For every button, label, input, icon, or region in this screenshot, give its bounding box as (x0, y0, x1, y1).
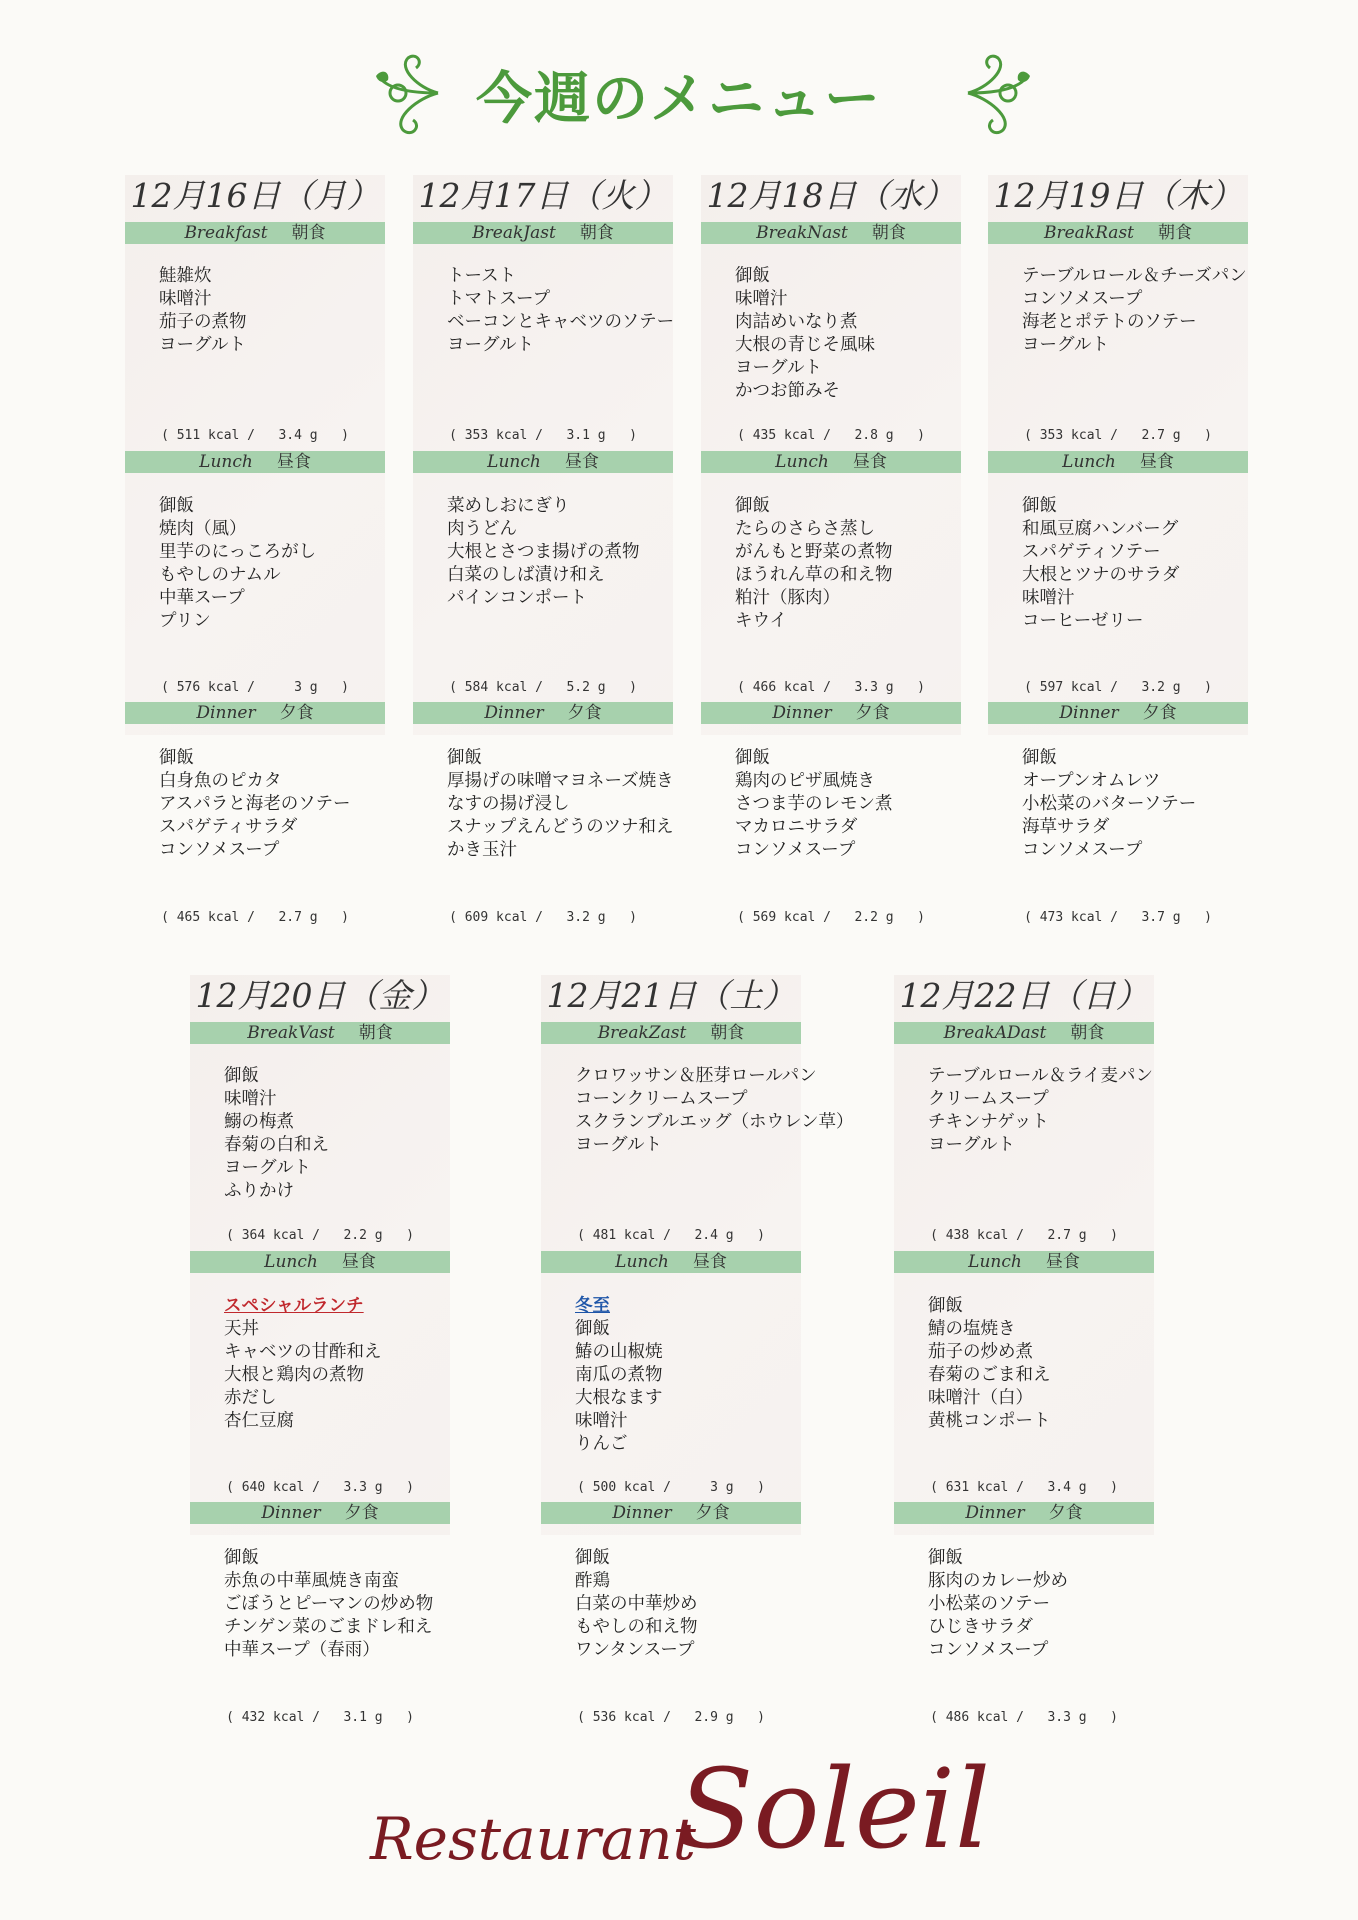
menu-item: 御飯 (735, 748, 770, 768)
lunch-nutrition: ( 640 kcal / 3.3 g ) (226, 1480, 414, 1495)
menu-item: 赤魚の中華風焼き南蛮 (224, 1571, 399, 1591)
lunch-label-ja: 昼食 (1139, 452, 1174, 472)
breakfast-nutrition: ( 481 kcal / 2.4 g ) (577, 1228, 765, 1243)
menu-item: 小松菜のソテー (928, 1594, 1051, 1614)
menu-item: 御飯 (159, 496, 194, 516)
menu-item: ヨーグルト (575, 1135, 662, 1155)
breakfast-header (541, 1022, 801, 1044)
special-menu-label: スペシャルランチ (224, 1296, 364, 1316)
lunch-nutrition: ( 584 kcal / 5.2 g ) (449, 680, 637, 695)
menu-item: もやしのナムル (159, 565, 281, 585)
menu-item: オープンオムレツ (1022, 771, 1161, 791)
lunch-label-ja: 昼食 (1045, 1252, 1080, 1272)
menu-item: 肉詰めいなり煮 (735, 312, 858, 332)
breakfast-label-en: BreakADast (943, 1023, 1047, 1043)
menu-item: 御飯 (575, 1319, 610, 1339)
dinner-menu-list (159, 747, 350, 862)
menu-item: 味噌汁 (159, 289, 212, 309)
menu-item: ごぼうとピーマンの炒め物 (224, 1594, 434, 1614)
breakfast-label-ja: 朝食 (1070, 1023, 1105, 1043)
breakfast-label-ja: 朝食 (1158, 223, 1192, 243)
dinner-menu-list (735, 747, 893, 862)
lunch-menu-list (735, 495, 893, 633)
dinner-label-en: Dinner (484, 703, 544, 723)
lunch-header (701, 451, 961, 473)
menu-item: 鶏肉のピザ風焼き (735, 771, 875, 791)
day-date: 12月19日（木） (993, 176, 1243, 215)
lunch-header (541, 1251, 801, 1273)
menu-item: スクランブルエッグ（ホウレン草） (575, 1112, 854, 1132)
lunch-label-en: Lunch (968, 1252, 1022, 1272)
menu-item: テーブルロール＆チーズパン (1022, 266, 1247, 286)
menu-item: 味噌汁（白） (928, 1388, 1033, 1408)
breakfast-nutrition: ( 364 kcal / 2.2 g ) (226, 1228, 414, 1243)
lunch-nutrition: ( 576 kcal / 3 g ) (161, 680, 349, 695)
lunch-header (125, 451, 385, 473)
menu-item: 大根とさつま揚げの煮物 (447, 542, 640, 562)
menu-item: コンソメスープ (1022, 840, 1143, 860)
lunch-label-ja: 昼食 (276, 452, 311, 472)
menu-item: 鮭雑炊 (159, 266, 212, 286)
day-card (988, 175, 1248, 925)
breakfast-label-ja: 朝食 (579, 223, 614, 243)
menu-item: コンソメスープ (735, 840, 856, 860)
lunch-nutrition: ( 500 kcal / 3 g ) (577, 1480, 765, 1495)
menu-item: チキンナゲット (928, 1112, 1049, 1132)
day-card (701, 175, 961, 925)
lunch-label-en: Lunch (615, 1252, 669, 1272)
menu-item: 南瓜の煮物 (575, 1365, 663, 1385)
menu-item: 味噌汁 (1022, 588, 1075, 608)
menu-item: 白身魚のピカタ (159, 771, 282, 791)
dinner-label-ja: 夕食 (855, 703, 890, 723)
dinner-header (125, 702, 385, 724)
menu-item: 菜めしおにぎり (447, 496, 570, 516)
dinner-label-ja: 夕食 (567, 703, 602, 723)
menu-item: 御飯 (447, 748, 482, 768)
lunch-label-ja: 昼食 (341, 1252, 376, 1272)
menu-item: トマトスープ (447, 289, 551, 309)
menu-item: かき玉汁 (447, 840, 517, 860)
lunch-menu-list (1022, 495, 1179, 633)
menu-item: 味噌汁 (735, 289, 788, 309)
day-card (413, 175, 675, 925)
dinner-label-ja: 夕食 (279, 703, 314, 723)
dinner-header (701, 702, 961, 724)
lunch-nutrition: ( 466 kcal / 3.3 g ) (737, 680, 925, 695)
breakfast-menu-list (447, 265, 674, 357)
dinner-menu-list (224, 1547, 433, 1662)
lunch-menu-list (159, 495, 316, 633)
dinner-label-en: Dinner (612, 1503, 672, 1523)
menu-item: 御飯 (928, 1296, 963, 1316)
lunch-label-en: Lunch (199, 452, 253, 472)
menu-item: スナップえんどうのツナ和え (447, 817, 674, 837)
menu-item: 御飯 (735, 266, 770, 286)
menu-item: クロワッサン＆胚芽ロールパン (575, 1066, 817, 1086)
dinner-header (413, 702, 673, 724)
breakfast-header (988, 222, 1248, 244)
dinner-label-ja: 夕食 (344, 1503, 379, 1523)
breakfast-label-ja: 朝食 (710, 1023, 745, 1043)
menu-item: 豚肉のカレー炒め (928, 1571, 1068, 1591)
breakfast-label-en: Breakfast (184, 223, 268, 243)
lunch-header (894, 1251, 1154, 1273)
menu-item: ヨーグルト (735, 358, 822, 378)
dinner-nutrition: ( 432 kcal / 3.1 g ) (226, 1710, 414, 1725)
dinner-label-en: Dinner (1059, 703, 1119, 723)
page-title: 今週のメニュー (476, 66, 882, 132)
menu-item: 黄桃コンポート (928, 1411, 1051, 1431)
menu-item: 焼肉（風） (159, 519, 247, 539)
breakfast-nutrition: ( 353 kcal / 2.7 g ) (1024, 428, 1212, 443)
menu-item: スパゲティソテー (1022, 542, 1161, 562)
menu-item: 茄子の煮物 (159, 312, 247, 332)
menu-item: 御飯 (1022, 496, 1057, 516)
menu-item: 御飯 (735, 496, 770, 516)
menu-item: 肉うどん (447, 519, 517, 539)
special-menu-label: 冬至 (575, 1296, 610, 1316)
menu-item: コンソメスープ (159, 840, 280, 860)
menu-item: 赤だし (224, 1388, 277, 1408)
menu-item: 小松菜のバターソテー (1022, 794, 1197, 814)
menu-item: がんもと野菜の煮物 (735, 542, 893, 562)
menu-item: アスパラと海老のソテー (159, 794, 351, 814)
menu-item: なすの揚げ浸し (447, 794, 570, 814)
menu-item: 御飯 (1022, 748, 1057, 768)
menu-item: 海老とポテトのソテー (1022, 312, 1197, 332)
menu-item: たらのさらさ蒸し (735, 519, 875, 539)
day-date: 12月21日（土） (546, 976, 796, 1015)
breakfast-label-en: BreakNast (756, 223, 848, 243)
lunch-menu-list (447, 495, 640, 610)
menu-item: マカロニサラダ (735, 817, 858, 837)
dinner-label-en: Dinner (261, 1503, 321, 1523)
menu-item: キウイ (735, 611, 787, 631)
lunch-header (988, 451, 1248, 473)
menu-item: 和風豆腐ハンバーグ (1022, 519, 1179, 539)
menu-item: 白菜のしば漬け和え (447, 565, 605, 585)
day-date: 12月20日（金） (195, 976, 445, 1015)
dinner-nutrition: ( 465 kcal / 2.7 g ) (161, 910, 349, 925)
menu-item: キャベツの甘酢和え (224, 1342, 382, 1362)
breakfast-header (125, 222, 385, 244)
breakfast-nutrition: ( 353 kcal / 3.1 g ) (449, 428, 637, 443)
breakfast-label-en: BreakRast (1044, 223, 1134, 243)
menu-item: 酢鶏 (575, 1571, 610, 1591)
day-date: 12月17日（火） (418, 176, 668, 215)
breakfast-header (701, 222, 961, 244)
menu-item: 鰯の梅煮 (224, 1112, 294, 1132)
lunch-nutrition: ( 631 kcal / 3.4 g ) (930, 1480, 1118, 1495)
breakfast-label-en: BreakJast (472, 223, 556, 243)
breakfast-nutrition: ( 438 kcal / 2.7 g ) (930, 1228, 1118, 1243)
menu-item: ヨーグルト (224, 1158, 311, 1178)
menu-item: コンソメスープ (1022, 289, 1143, 309)
breakfast-menu-list (735, 265, 875, 403)
day-card (125, 175, 385, 925)
lunch-label-en: Lunch (264, 1252, 318, 1272)
menu-item: 大根とツナのサラダ (1022, 565, 1180, 585)
lunch-label-en: Lunch (487, 452, 541, 472)
menu-item: 厚揚げの味噌マヨネーズ焼き (447, 771, 674, 791)
dinner-label-ja: 夕食 (695, 1503, 730, 1523)
menu-item: ほうれん草の和え物 (735, 565, 893, 585)
dinner-header (894, 1502, 1154, 1524)
menu-item: ベーコンとキャベツのソテー (447, 312, 675, 332)
dinner-header (190, 1502, 450, 1524)
menu-item: 春菊のごま和え (928, 1365, 1051, 1385)
dinner-nutrition: ( 486 kcal / 3.3 g ) (930, 1710, 1118, 1725)
menu-item: 里芋のにっころがし (159, 542, 317, 562)
menu-item: かつお節みそ (735, 381, 840, 401)
menu-item: 鰆の山椒焼 (575, 1342, 663, 1362)
dinner-label-en: Dinner (196, 703, 256, 723)
dinner-nutrition: ( 536 kcal / 2.9 g ) (577, 1710, 765, 1725)
menu-item: 御飯 (224, 1066, 259, 1086)
lunch-nutrition: ( 597 kcal / 3.2 g ) (1024, 680, 1212, 695)
menu-item: スパゲティサラダ (159, 817, 298, 837)
day-date: 12月22日（日） (899, 976, 1149, 1015)
breakfast-header (190, 1022, 450, 1044)
menu-item: ヨーグルト (1022, 335, 1109, 355)
menu-item: テーブルロール＆ライ麦パン (928, 1066, 1154, 1086)
menu-item: 中華スープ (159, 588, 245, 608)
menu-item: 海草サラダ (1022, 817, 1110, 837)
breakfast-label-ja: 朝食 (291, 223, 326, 243)
menu-item: 鯖の塩焼き (928, 1319, 1016, 1339)
menu-item: 白菜の中華炒め (575, 1594, 698, 1614)
menu-item: プリン (159, 611, 211, 631)
menu-item: りんご (575, 1434, 628, 1454)
menu-item: ヨーグルト (928, 1135, 1015, 1155)
menu-item: トースト (447, 266, 517, 286)
dinner-label-ja: 夕食 (1048, 1503, 1083, 1523)
dinner-nutrition: ( 473 kcal / 3.7 g ) (1024, 910, 1212, 925)
menu-item: チンゲン菜のごまドレ和え (224, 1617, 433, 1637)
menu-item: パインコンポート (447, 588, 587, 608)
dinner-header (988, 702, 1248, 724)
menu-item: 御飯 (224, 1548, 259, 1568)
restaurant-logo (0, 1735, 1358, 1875)
dinner-label-en: Dinner (965, 1503, 1025, 1523)
menu-item: 粕汁（豚肉） (735, 588, 840, 608)
menu-item: さつま芋のレモン煮 (735, 794, 893, 814)
breakfast-label-en: BreakVast (247, 1023, 335, 1043)
dinner-label-en: Dinner (772, 703, 832, 723)
menu-item: コーンクリームスープ (575, 1089, 748, 1109)
breakfast-header (413, 222, 673, 244)
breakfast-label-ja: 朝食 (358, 1023, 393, 1043)
menu-item: ヨーグルト (447, 335, 534, 355)
lunch-label-ja: 昼食 (692, 1252, 727, 1272)
breakfast-menu-list (1022, 265, 1247, 357)
day-card (541, 975, 854, 1725)
menu-item: ヨーグルト (159, 335, 246, 355)
menu-item: 御飯 (575, 1548, 610, 1568)
lunch-label-ja: 昼食 (564, 452, 599, 472)
lunch-label-en: Lunch (775, 452, 829, 472)
dinner-menu-list (1022, 747, 1196, 862)
menu-item: 味噌汁 (575, 1411, 628, 1431)
menu-item: 中華スープ（春雨） (224, 1640, 380, 1660)
menu-item: 御飯 (159, 748, 194, 768)
dinner-label-ja: 夕食 (1142, 703, 1177, 723)
breakfast-header (894, 1022, 1154, 1044)
menu-item: 茄子の炒め煮 (928, 1342, 1033, 1362)
day-card (894, 975, 1154, 1725)
breakfast-menu-list (224, 1065, 329, 1203)
day-date: 12月16日（月） (130, 176, 380, 215)
menu-item: 大根なます (575, 1388, 663, 1408)
breakfast-nutrition: ( 511 kcal / 3.4 g ) (161, 428, 349, 443)
menu-item: 杏仁豆腐 (224, 1411, 294, 1431)
dinner-nutrition: ( 609 kcal / 3.2 g ) (449, 910, 637, 925)
dinner-menu-list (447, 747, 674, 862)
dinner-nutrition: ( 569 kcal / 2.2 g ) (737, 910, 925, 925)
breakfast-menu-list (159, 265, 247, 357)
lunch-menu-list (224, 1295, 382, 1433)
dinner-menu-list (928, 1547, 1068, 1662)
restaurant-label: Restaurant (370, 1805, 696, 1873)
menu-item: ひじきサラダ (928, 1617, 1033, 1637)
menu-item: コンソメスープ (928, 1640, 1049, 1660)
menu-item: 御飯 (928, 1548, 963, 1568)
lunch-label-en: Lunch (1062, 452, 1116, 472)
day-date: 12月18日（水） (706, 176, 956, 215)
leaf-ornament-right-icon (958, 48, 1038, 138)
menu-item: 大根の青じそ風味 (735, 335, 875, 355)
dinner-menu-list (575, 1547, 698, 1662)
menu-item: ワンタンスープ (575, 1640, 695, 1660)
restaurant-name: Soleil (678, 1745, 991, 1873)
breakfast-label-ja: 朝食 (871, 223, 906, 243)
menu-item: コーヒーゼリー (1022, 611, 1144, 631)
dinner-header (541, 1502, 801, 1524)
day-card (190, 975, 450, 1725)
menu-item: 春菊の白和え (224, 1135, 329, 1155)
leaf-ornament-left-icon (368, 48, 448, 138)
lunch-header (413, 451, 673, 473)
lunch-label-ja: 昼食 (852, 452, 887, 472)
breakfast-nutrition: ( 435 kcal / 2.8 g ) (737, 428, 925, 443)
breakfast-label-en: BreakZast (597, 1023, 687, 1043)
breakfast-menu-list (575, 1065, 854, 1157)
menu-item: もやしの和え物 (575, 1617, 698, 1637)
menu-item: 大根と鶏肉の煮物 (224, 1365, 364, 1385)
menu-item: 味噌汁 (224, 1089, 277, 1109)
menu-item: ふりかけ (224, 1181, 294, 1201)
breakfast-menu-list (928, 1065, 1153, 1157)
lunch-header (190, 1251, 450, 1273)
menu-item: 天丼 (224, 1319, 259, 1339)
lunch-menu-list (928, 1295, 1051, 1433)
menu-item: クリームスープ (928, 1089, 1049, 1109)
lunch-menu-list (575, 1295, 663, 1456)
